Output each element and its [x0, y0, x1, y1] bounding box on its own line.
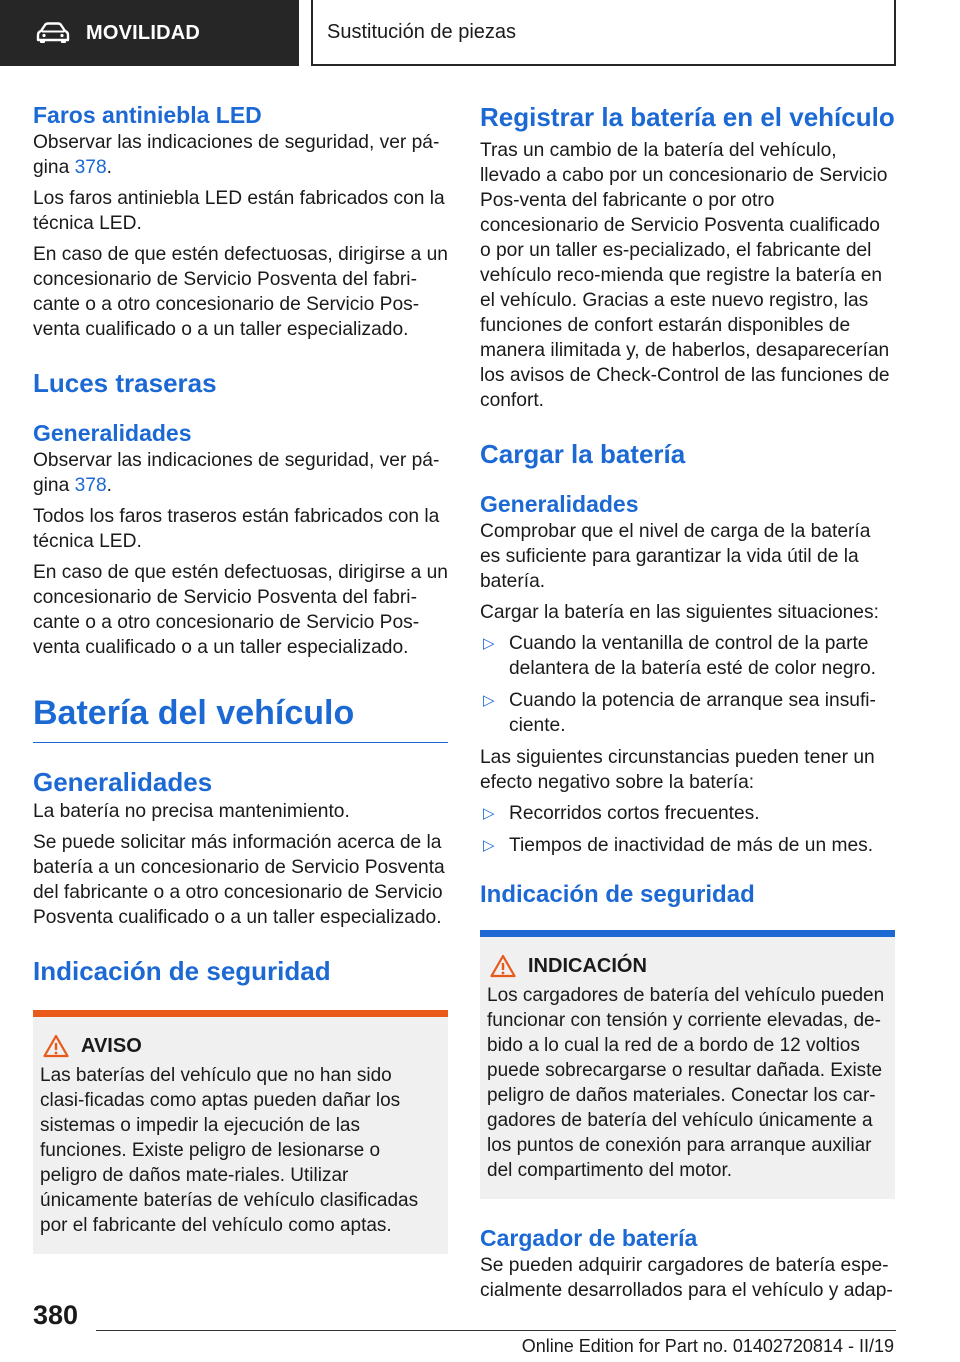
luces-safety-text: Observar las indicaciones de seguridad, ver pá-gina — [33, 450, 440, 496]
left-column — [33, 100, 448, 1254]
indicacion-seguridad-heading: Indicación de seguridad — [33, 956, 331, 986]
list-item — [480, 631, 895, 681]
chapter-tab — [311, 0, 896, 66]
list-item — [480, 833, 895, 858]
aviso-box — [33, 1010, 448, 1254]
bateria-maintenance: La batería no precisa mantenimiento. — [33, 801, 350, 822]
generalidades-heading-2: Generalidades — [33, 767, 213, 797]
period: . — [106, 157, 112, 178]
cargar-situations-paragraph: Cargar la batería en las siguientes situaciones: — [480, 602, 879, 623]
list-item-text: Recorridos cortos frecuentes. — [509, 803, 760, 824]
registrar-paragraph: Tras un cambio de la batería del vehículo, llevado a cabo por un concesionario de Servicio Pos-venta del fabricante o por otro concesionario de Servicio Posventa cualificado o por un taller es-pecializado, el fabricante del vehículo reco-mienda que registre la batería en el vehículo. Gracias a este nuevo registro, las funciones de confort estarán disponibles de manera ilimitada y, de haberlos, desaparecerían los avisos de Check-Control de las funciones de confort. — [480, 140, 890, 411]
list-item — [480, 688, 895, 738]
registrar-bateria-heading: Registrar la batería en el vehículo — [480, 102, 895, 132]
situations-list — [480, 631, 895, 738]
faros-led-paragraph: Los faros antiniebla LED están fabricados con la técnica LED. — [33, 188, 445, 234]
faros-safety-ref — [33, 130, 448, 180]
triangle-bullet-icon: ▷ — [483, 635, 495, 652]
page-number: 380 — [33, 1300, 79, 1330]
luces-safety-ref — [33, 448, 448, 498]
indicacion-seguridad-heading-2: Indicación de seguridad — [480, 881, 755, 908]
generalidades-heading: Generalidades — [33, 420, 192, 446]
faros-defect-paragraph: En caso de que estén defectuosas, dirigirse a un concesionario de Servicio Posventa del fabri-cante o a otro concesionario de Servicio Pos-venta cualificado o a un taller especializado. — [33, 244, 448, 340]
faros-safety-text: Observar las indicaciones de seguridad, ver pá-gina — [33, 132, 440, 178]
cargador-bateria-heading: Cargador de batería — [480, 1225, 698, 1251]
faros-antiniebla-heading: Faros antiniebla LED — [33, 102, 262, 128]
page-link-378[interactable]: 378 — [74, 157, 107, 178]
effects-list — [480, 801, 895, 858]
aviso-text: Las baterías del vehículo que no han sido clasi-ficadas como aptas pueden dañar los sistemas o impedir la ejecución de las funciones. Existe peligro de lesionarse o peligro de daños mate-riales. Utilizar únicamente baterías de vehículo clasificadas por el fabricante del vehículo como aptas. — [40, 1065, 419, 1236]
aviso-title-row — [43, 1033, 438, 1059]
section-title: MOVILIDAD — [86, 21, 201, 44]
list-item-text: Cuando la potencia de arranque sea insufi-ciente. — [509, 690, 876, 736]
list-item — [480, 801, 895, 826]
negative-effects-paragraph: Las siguientes circunstancias pueden tener un efecto negativo sobre la batería: — [480, 747, 875, 793]
cargar-bateria-heading: Cargar la batería — [480, 439, 686, 469]
generalidades-heading-3: Generalidades — [480, 491, 639, 517]
indicacion-box — [480, 930, 895, 1199]
section-tab — [0, 0, 299, 66]
bateria-heading: Batería del vehículo — [33, 692, 448, 743]
page-header — [0, 0, 960, 66]
period: . — [106, 475, 112, 496]
indicacion-title-row — [490, 953, 885, 979]
triangle-bullet-icon: ▷ — [483, 692, 495, 709]
indicacion-text: Los cargadores de batería del vehículo pueden funcionar con tensión y corriente elevadas, de-bido a lo cual la red de a bordo de 12 voltios puede sobrecargarse o resultar dañada. Existe peligro de daños materiales. Conectar los car-gadores de batería del vehículo únicamente a los puntos de conexión para arranque auxiliar del compartimento del motor. — [487, 985, 885, 1181]
indicacion-title: INDICACIÓN — [528, 955, 647, 977]
list-item-text: Tiempos de inactividad de más de un mes. — [509, 835, 874, 856]
luces-led-paragraph: Todos los faros traseros están fabricados con la técnica LED. — [33, 506, 440, 552]
luces-traseras-heading: Luces traseras — [33, 368, 217, 398]
edition-text: Online Edition for Part no. 01402720814 - II/19 — [521, 1336, 894, 1356]
list-item-text: Cuando la ventanilla de control de la parte delantera de la batería esté de color negro. — [509, 633, 876, 679]
car-icon — [36, 22, 70, 44]
chapter-title: Sustitución de piezas — [327, 20, 517, 43]
triangle-bullet-icon: ▷ — [483, 805, 495, 822]
warning-triangle-icon — [43, 1034, 69, 1058]
cargador-paragraph: Se pueden adquirir cargadores de batería espe-cialmente desarrollados para el vehículo y adap- — [480, 1255, 893, 1301]
right-column — [480, 100, 895, 1309]
page-footer — [0, 1290, 960, 1362]
footer-divider — [96, 1330, 896, 1331]
page-link-378[interactable]: 378 — [74, 475, 107, 496]
bateria-info: Se puede solicitar más información acerca de la batería a un concesionario de Servicio Posventa del fabricante o a otro concesionario de Servicio Posventa cualificado o a un taller especializado. — [33, 832, 445, 928]
aviso-title: AVISO — [81, 1035, 142, 1057]
luces-defect-paragraph: En caso de que estén defectuosas, dirigirse a un concesionario de Servicio Posventa del fabri-cante o a otro concesionario de Servicio Pos-venta cualificado o a un taller especializado. — [33, 562, 448, 658]
triangle-bullet-icon: ▷ — [483, 837, 495, 854]
warning-triangle-icon — [490, 954, 516, 978]
cargar-check-paragraph: Comprobar que el nivel de carga de la batería es suficiente para garantizar la vida útil de la batería. — [480, 521, 871, 592]
